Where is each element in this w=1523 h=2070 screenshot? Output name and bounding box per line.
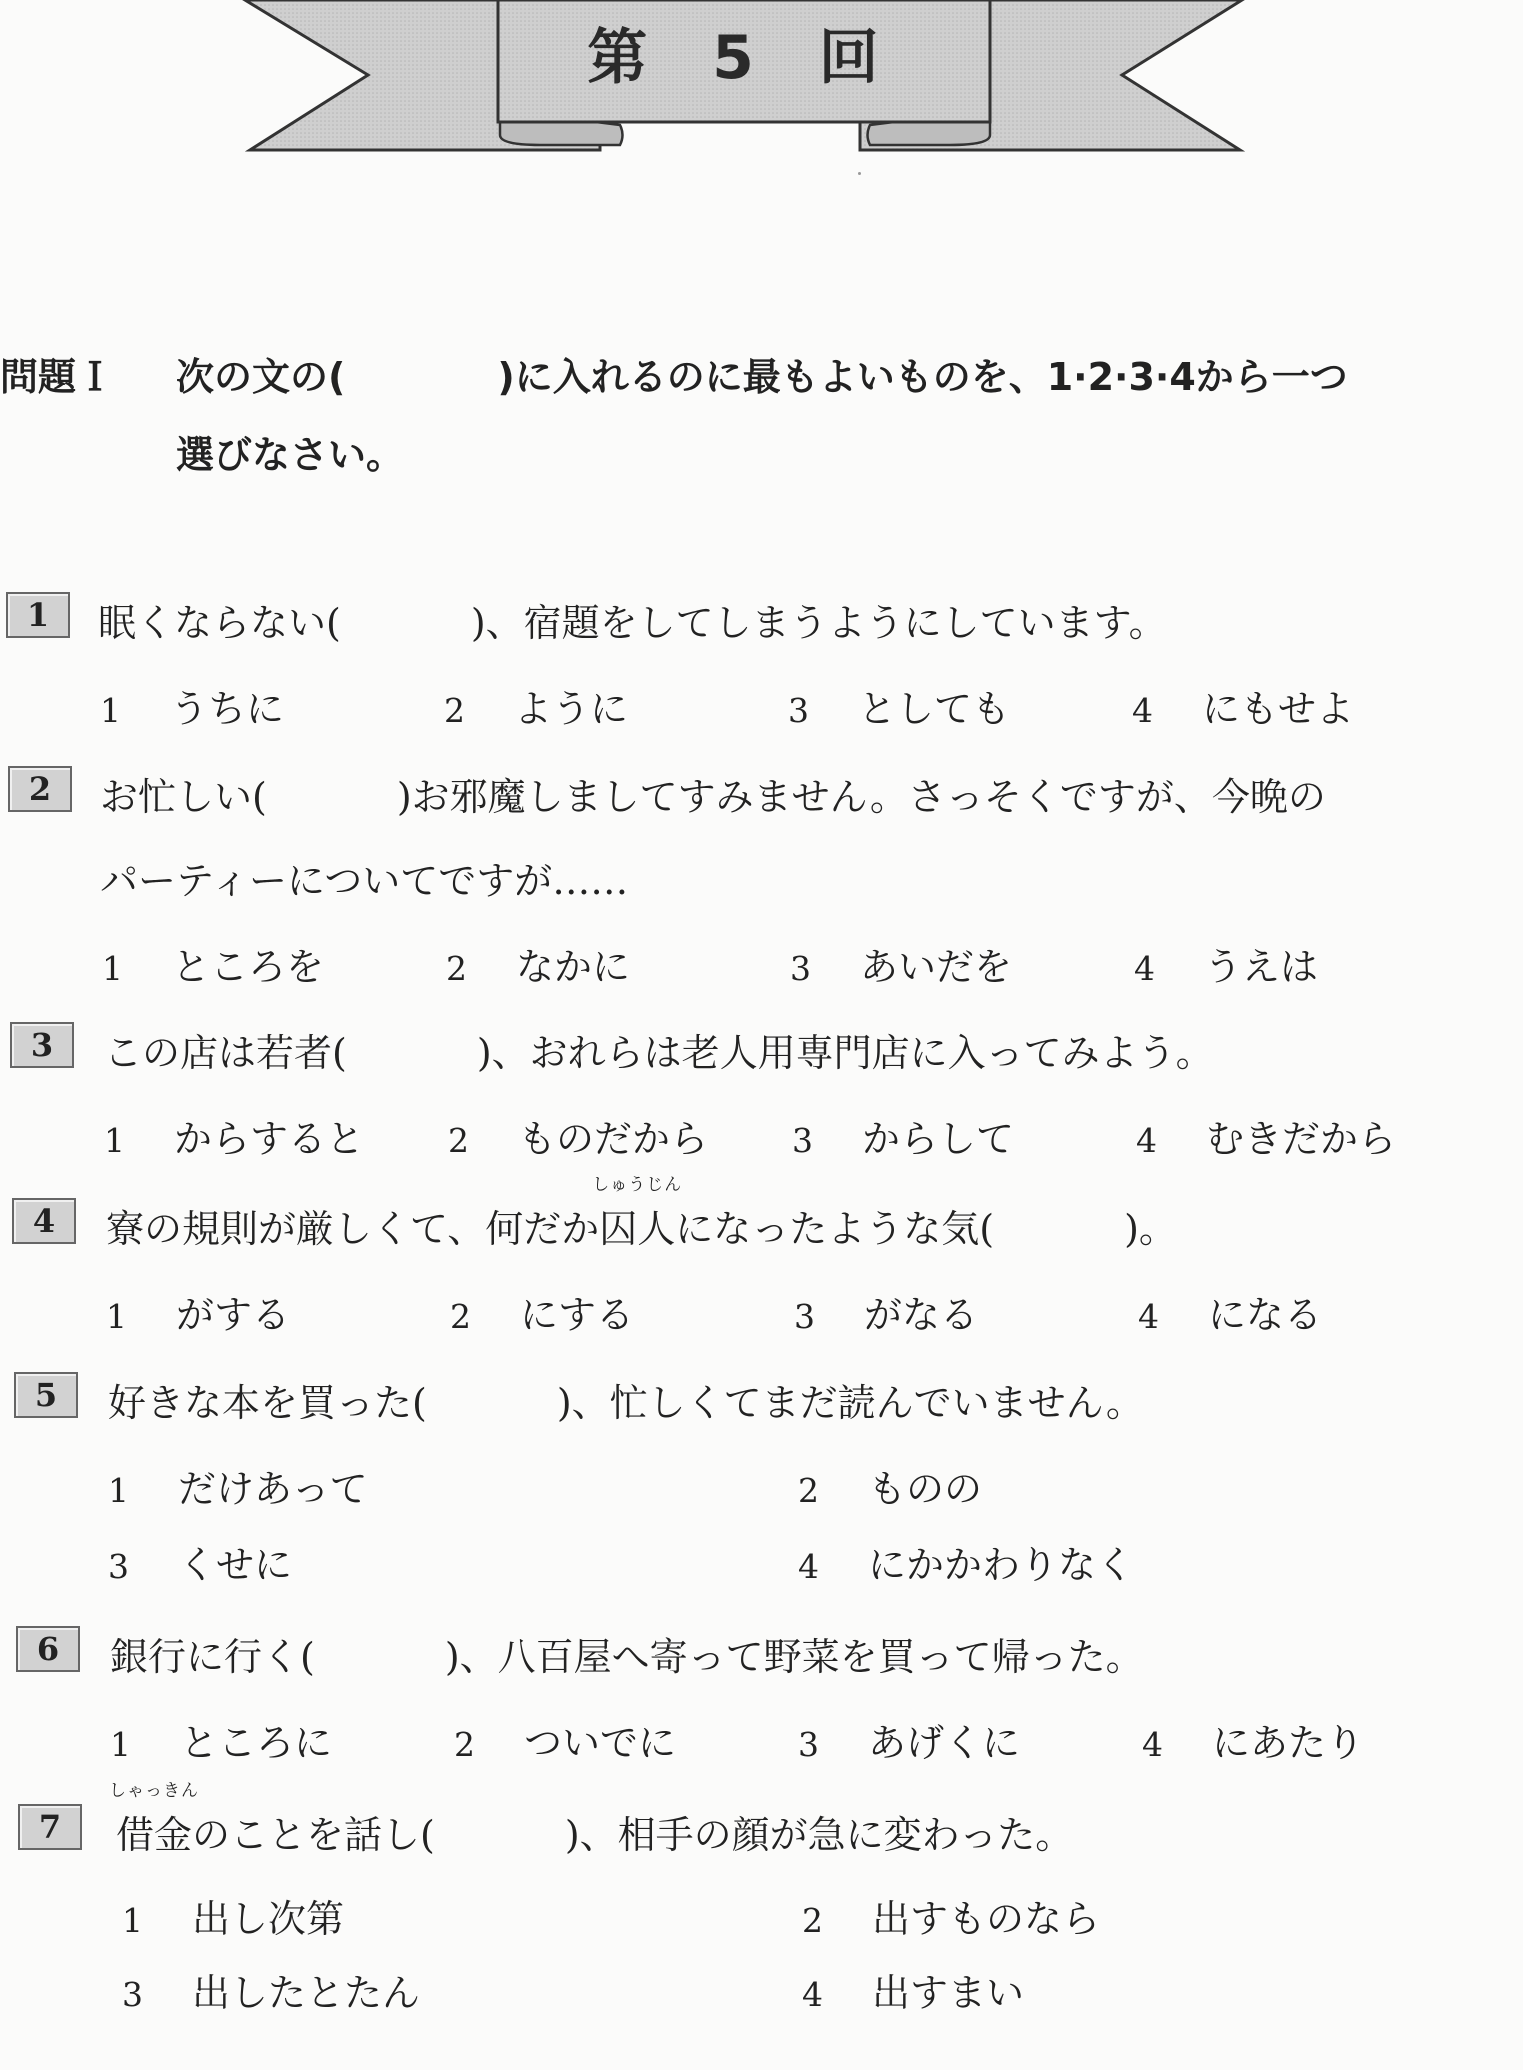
option-2[interactable]: 2 ように	[444, 687, 629, 731]
option-4[interactable]: 4 にもせよ	[1132, 687, 1355, 731]
option-3[interactable]: 3 出したとたん	[122, 1971, 421, 2015]
option-3[interactable]: 3 あいだを	[790, 945, 1013, 989]
question-number: 6	[16, 1626, 80, 1672]
option-2[interactable]: 2 にする	[450, 1293, 635, 1337]
question-stem: この店は若者( )、おれらは老人用専門店に入ってみよう。	[104, 1031, 1214, 1075]
question-stem: しゃっきん 借金のことを話し( )、相手の顔が急に変わった。	[116, 1804, 1073, 1859]
option-3[interactable]: 3 がなる	[794, 1293, 979, 1337]
question-stem: 寮の規則が厳しくて、何だか しゅうじん 囚人になったような気( )。	[106, 1198, 1177, 1253]
furigana: しゃっきん	[109, 1781, 199, 1801]
option-4[interactable]: 4 にかかわりなく	[798, 1543, 1135, 1587]
option-1[interactable]: 1 出し次第	[122, 1897, 345, 1941]
option-1[interactable]: 1 がする	[106, 1293, 291, 1337]
option-1[interactable]: 1 ところを	[102, 945, 325, 989]
option-4[interactable]: 4 になる	[1138, 1293, 1323, 1337]
question-stem: 眠くならない( )、宿題をしてしまうようにしています。	[98, 601, 1167, 645]
furigana: しゅうじん	[592, 1175, 683, 1195]
question-stem-continued: パーティーについてですが……	[100, 859, 629, 903]
option-1[interactable]: 1 だけあって	[108, 1467, 368, 1511]
option-3[interactable]: 3 からして	[792, 1117, 1015, 1161]
instruction-line-2: 選びなさい。	[176, 433, 405, 477]
section-title: 第 5 回	[587, 22, 901, 93]
question-number: 4	[12, 1198, 76, 1244]
option-1[interactable]: 1 からすると	[104, 1117, 365, 1161]
instruction-label: 問題Ｉ	[0, 355, 115, 399]
furigana-word: しゃっきん 借金	[116, 1804, 192, 1859]
question-stem: 銀行に行く( )、八百屋へ寄って野菜を買って帰った。	[110, 1635, 1144, 1679]
option-4[interactable]: 4 むきだから	[1136, 1117, 1397, 1161]
option-1[interactable]: 1 ところに	[110, 1721, 333, 1765]
question-number: 5	[14, 1372, 78, 1418]
question-number: 2	[8, 766, 72, 812]
option-1[interactable]: 1 うちに	[100, 687, 285, 731]
furigana-word: しゅうじん 囚人	[599, 1198, 675, 1253]
question-stem: 好きな本を買った( )、忙しくてまだ読んでいません。	[108, 1381, 1144, 1425]
question-stem: お忙しい( )お邪魔しましてすみません。さっそくですが、今晩の	[100, 775, 1326, 819]
instruction-line-1: 次の文の( )に入れるのに最もよいものを、1·2·3·4から一つ	[176, 355, 1348, 399]
option-2[interactable]: 2 ものの	[798, 1467, 983, 1511]
option-4[interactable]: 4 出すまい	[802, 1971, 1025, 2015]
option-4[interactable]: 4 にあたり	[1142, 1721, 1365, 1765]
question-number: 1	[6, 592, 70, 638]
title-banner	[0, 0, 1523, 160]
option-3[interactable]: 3 くせに	[108, 1543, 293, 1587]
option-4[interactable]: 4 うえは	[1134, 945, 1319, 989]
question-number: 3	[10, 1022, 74, 1068]
question-number: 7	[18, 1804, 82, 1850]
option-3[interactable]: 3 あげくに	[798, 1721, 1021, 1765]
option-2[interactable]: 2 ついでに	[454, 1721, 677, 1765]
option-2[interactable]: 2 なかに	[446, 945, 631, 989]
option-2[interactable]: 2 出すものなら	[802, 1897, 1101, 1941]
option-3[interactable]: 3 としても	[788, 687, 1011, 731]
option-2[interactable]: 2 ものだから	[448, 1117, 709, 1161]
